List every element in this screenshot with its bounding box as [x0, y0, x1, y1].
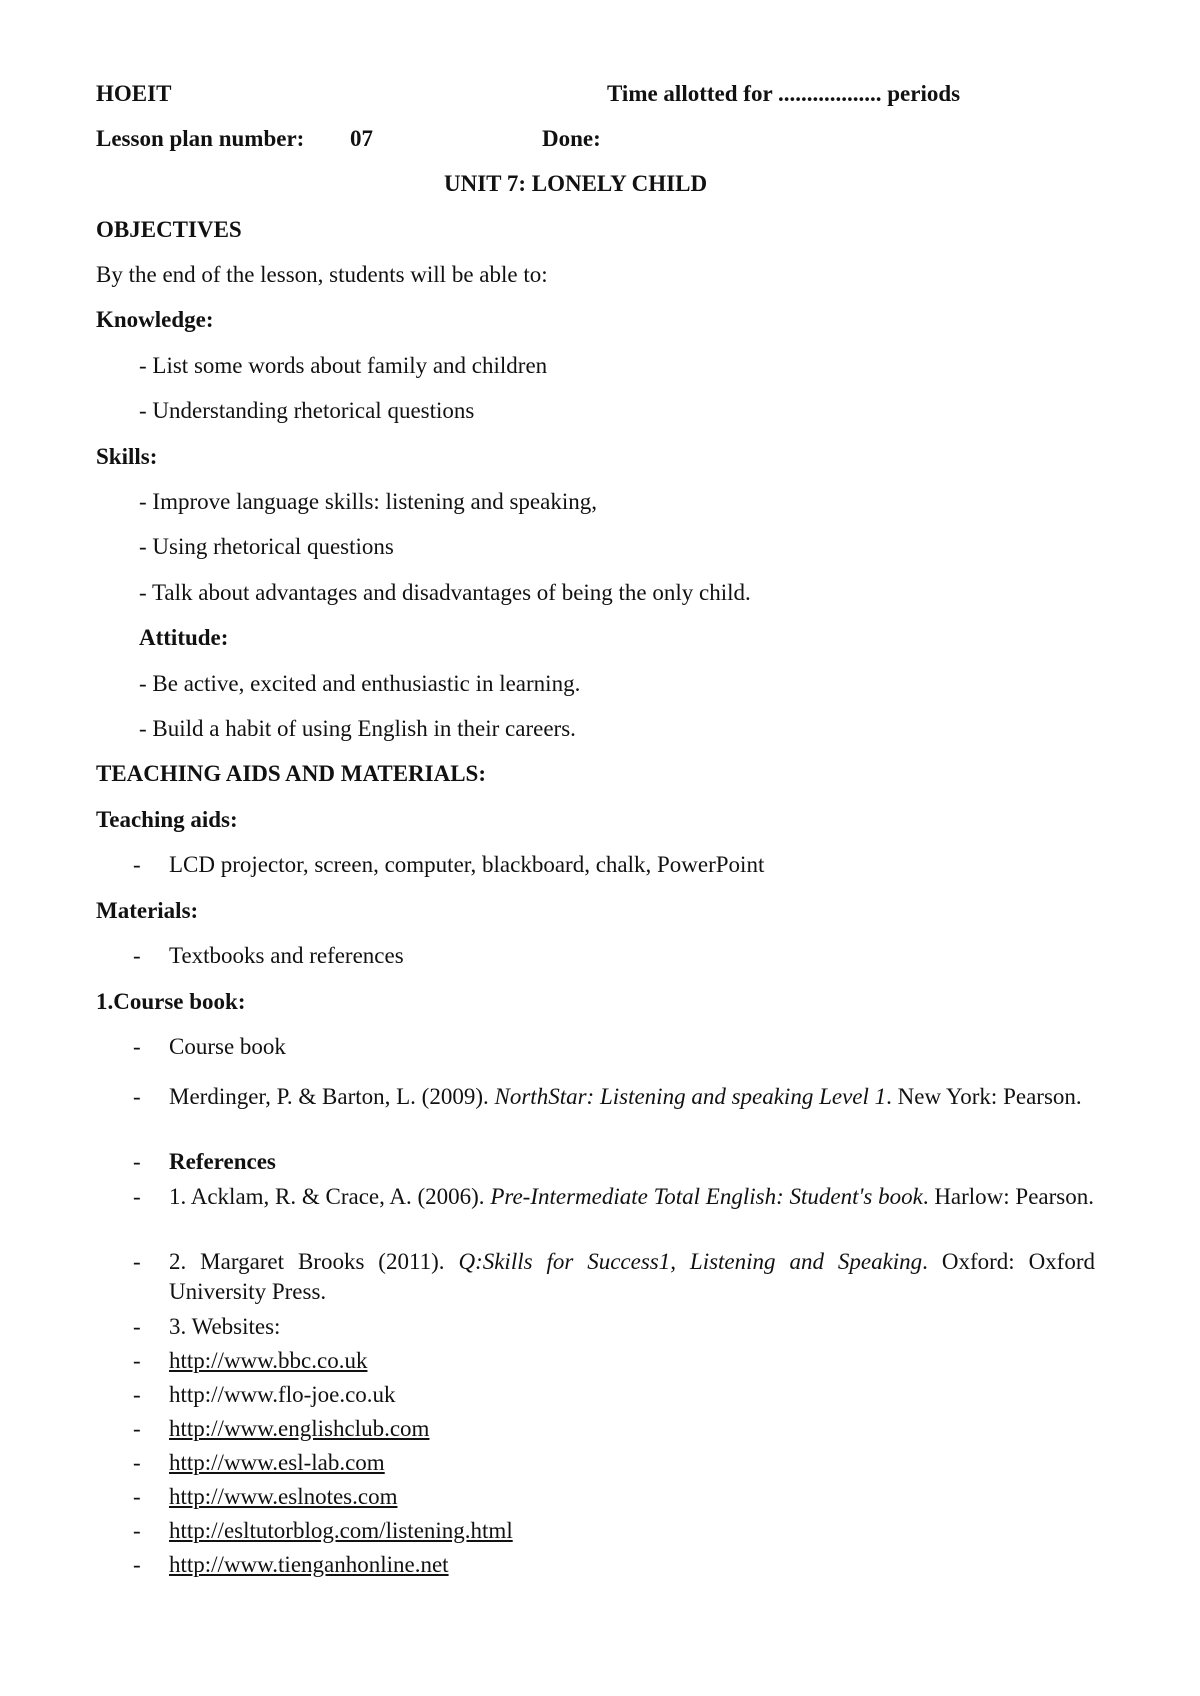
unit-title: UNIT 7: LONELY CHILD — [444, 171, 708, 196]
website-link-esltutorblog[interactable]: http://esltutorblog.com/listening.html — [169, 1518, 513, 1543]
attitude-item: - Be active, excited and enthusiastic in learning. — [139, 671, 581, 696]
lesson-plan-number: 07 — [350, 126, 373, 151]
materials-item: Textbooks and references — [169, 943, 404, 968]
bullet-dash: - — [133, 1314, 141, 1339]
teaching-aids-heading: Teaching aids: — [96, 807, 238, 832]
website-link-englishclub[interactable]: http://www.englishclub.com — [169, 1416, 430, 1441]
merdinger-authors: Merdinger, P. & Barton, L. (2009). — [169, 1084, 495, 1109]
materials-heading: Materials: — [96, 898, 199, 923]
website-link-esl-lab[interactable]: http://www.esl-lab.com — [169, 1450, 385, 1475]
website-link-bbc[interactable]: http://www.bbc.co.uk — [169, 1348, 368, 1373]
bullet-dash: - — [133, 1518, 141, 1543]
bullet-dash: - — [133, 1149, 141, 1174]
reference-1 — [169, 1182, 1095, 1212]
org-name: HOEIT — [96, 81, 172, 106]
bullet-dash: - — [133, 1348, 141, 1373]
ref1-publisher: . Harlow: Pearson. — [922, 1184, 1094, 1209]
time-allotted: Time allotted for .................. periods — [607, 81, 961, 106]
attitude-item: - Build a habit of using English in their careers. — [139, 716, 576, 741]
website-link-eslnotes[interactable]: http://www.eslnotes.com — [169, 1484, 398, 1509]
bullet-dash: - — [133, 1034, 141, 1059]
done-label: Done: — [542, 126, 601, 151]
bullet-dash: - — [133, 1484, 141, 1509]
bullet-dash: - — [133, 1184, 141, 1209]
website-link-tienganhonline[interactable]: http://www.tienganhonline.net — [169, 1552, 449, 1577]
lesson-plan-label: Lesson plan number: — [96, 126, 305, 151]
references-heading: References — [169, 1149, 276, 1174]
ref1-title: Pre-Intermediate Total English: Student's book — [490, 1184, 923, 1209]
skills-heading: Skills: — [96, 444, 158, 469]
bullet-dash: - — [133, 1084, 141, 1109]
website-text-flo-joe: http://www.flo-joe.co.uk — [169, 1382, 396, 1407]
merdinger-title: NorthStar: Listening and speaking Level 1 — [494, 1084, 887, 1109]
bullet-dash: - — [133, 852, 141, 877]
knowledge-item: - List some words about family and children — [139, 353, 548, 378]
bullet-dash: - — [133, 943, 141, 968]
bullet-dash: - — [133, 1450, 141, 1475]
bullet-dash: - — [133, 1416, 141, 1441]
bullet-dash: - — [133, 1249, 141, 1274]
aids-heading: TEACHING AIDS AND MATERIALS: — [96, 761, 487, 786]
bullet-dash: - — [133, 1382, 141, 1407]
skills-item: - Using rhetorical questions — [139, 534, 394, 559]
knowledge-item: - Understanding rhetorical questions — [139, 398, 475, 423]
merdinger-publisher: . New York: Pearson. — [886, 1084, 1082, 1109]
merdinger-reference — [169, 1082, 1095, 1112]
ref2-title: Q:Skills for Success1, Listening and Speaking — [458, 1249, 923, 1274]
course-book-item: Course book — [169, 1034, 286, 1059]
ref2-publisher: . Oxford: Oxford University Press. — [169, 1249, 1095, 1304]
course-book-heading: 1.Course book: — [96, 989, 246, 1014]
attitude-heading: Attitude: — [139, 625, 229, 650]
ref2-authors: 2. Margaret Brooks (2011). — [169, 1249, 459, 1274]
skills-item: - Improve language skills: listening and speaking, — [139, 489, 597, 514]
objectives-intro: By the end of the lesson, students will be able to: — [96, 262, 548, 287]
ref1-authors: 1. Acklam, R. & Crace, A. (2006). — [169, 1184, 491, 1209]
bullet-dash: - — [133, 1552, 141, 1577]
skills-item: - Talk about advantages and disadvantages of being the only child. — [139, 580, 751, 605]
objectives-heading: OBJECTIVES — [96, 217, 242, 242]
knowledge-heading: Knowledge: — [96, 307, 214, 332]
reference-2 — [169, 1247, 1095, 1307]
websites-label: 3. Websites: — [169, 1314, 281, 1339]
teaching-aids-item: LCD projector, screen, computer, blackboard, chalk, PowerPoint — [169, 852, 765, 877]
